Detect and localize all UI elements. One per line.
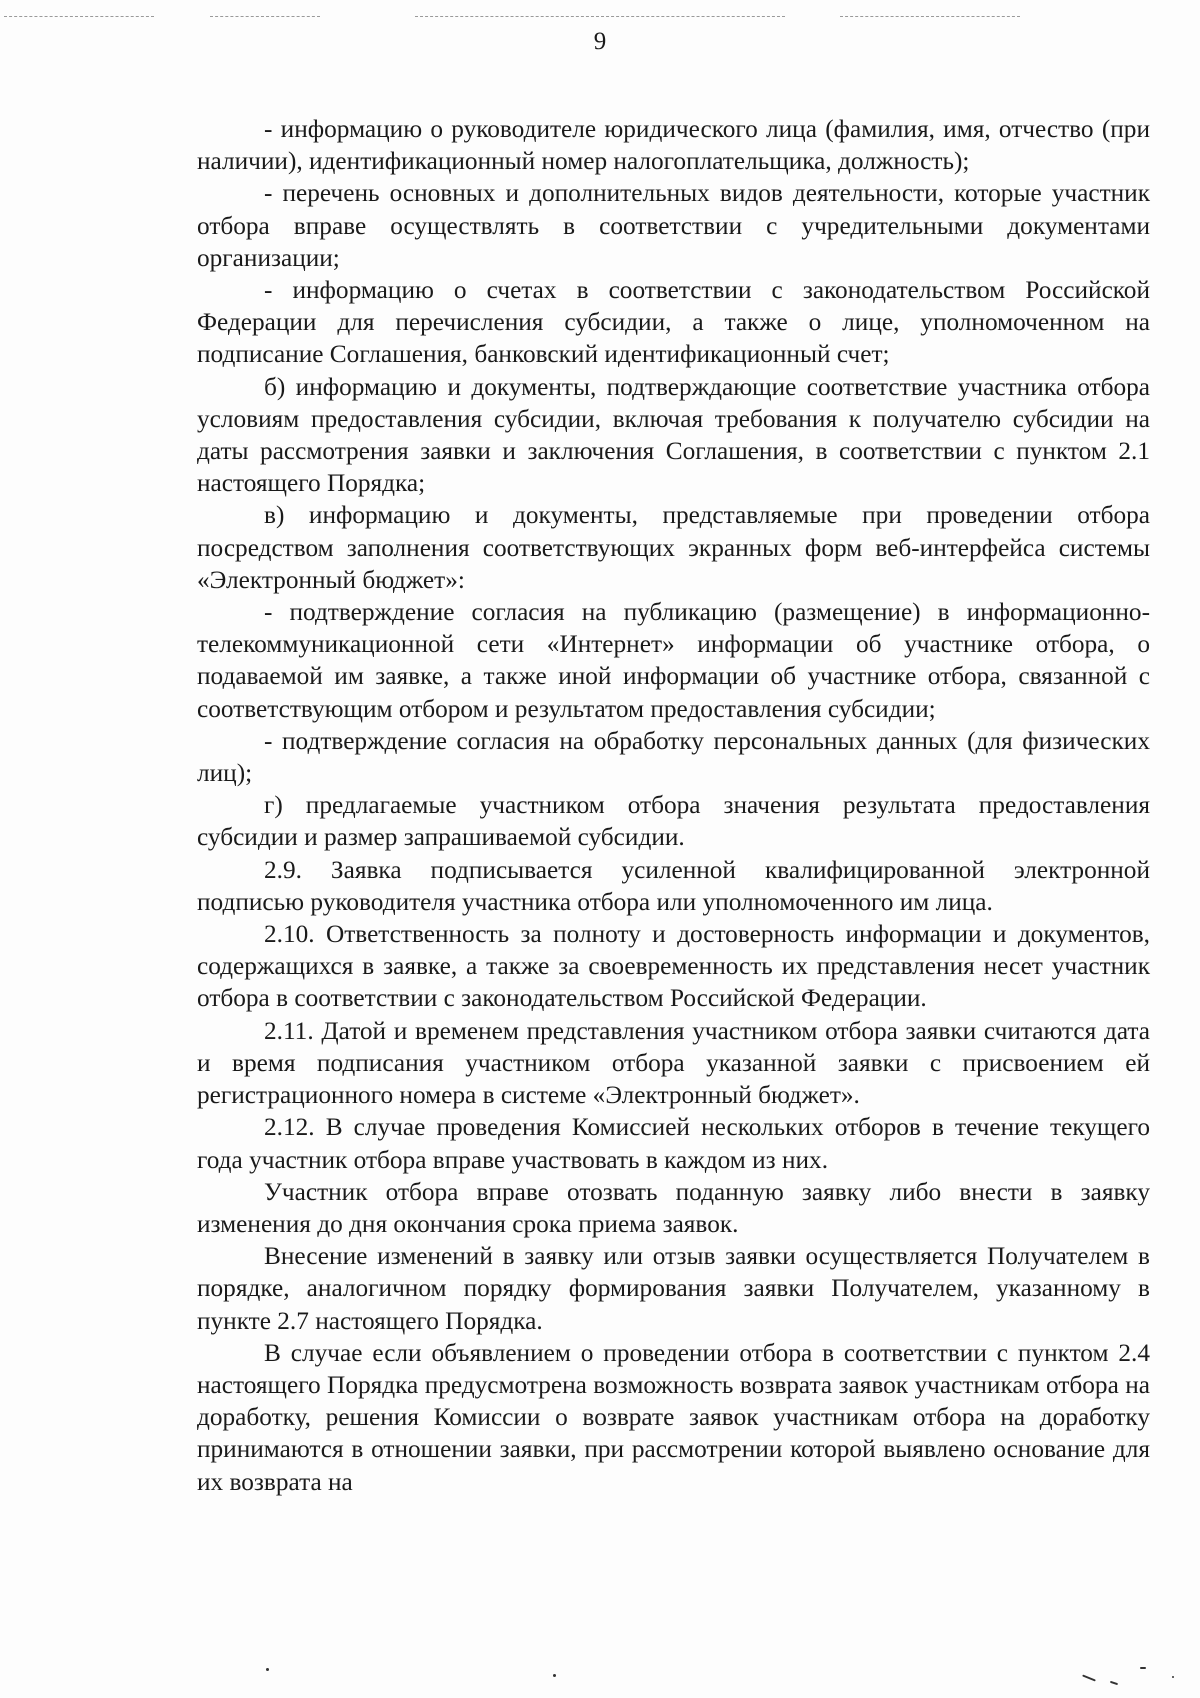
paragraph: 2.10. Ответственность за полноту и достоверность информации и документов, содержащихся в заявке, а также за своевременность их представления несет участник отбора в соответствии с законодательством Российской Федерации.: [197, 920, 1150, 1013]
document-body: [197, 113, 1150, 1498]
paragraph: 2.12. В случае проведения Комиссией нескольких отборов в течение текущего года участник отбора вправе участвовать в каждом из них.: [197, 1113, 1150, 1174]
paragraph: б) информацию и документы, подтверждающие соответствие участника отбора условиям предоставления субсидии, включая требования к получателю субсидии на даты рассмотрения заявки и заключения Соглашения, в соответствии с пунктом 2.1 настоящего Порядка;: [197, 372, 1150, 498]
scan-speck: [553, 1674, 556, 1677]
scan-artifact-line: [210, 16, 320, 17]
paragraph: В случае если объявлением о проведении отбора в соответствии с пунктом 2.4 настоящего Порядка предусмотрена возможность возврата заявок участникам отбора на доработку, решения Комиссии о возврате заявок участникам отбора на доработку принимаются в отношении заявки, при рассмотрении которой выявлено основание для их возврата на: [197, 1338, 1150, 1496]
scan-artifact-line: [4, 16, 154, 17]
paragraph: Внесение изменений в заявку или отзыв заявки осуществляется Получателем в порядке, аналогичном порядку формирования заявки Получателем, указанному в пункте 2.7 настоящего Порядка.: [197, 1242, 1150, 1335]
paragraph: - подтверждение согласия на обработку персональных данных (для физических лиц);: [197, 726, 1150, 788]
scan-speck: [1082, 1674, 1096, 1681]
page-number: 9: [593, 28, 607, 55]
paragraph: - информацию о руководителе юридического лица (фамилия, имя, отчество (при наличии), идентификационный номер налогоплательщика, должность);: [197, 115, 1150, 176]
paragraph: 2.11. Датой и временем представления участником отбора заявки считаются дата и время подписания участником отбора указанной заявки с присвоением ей регистрационного номера в системе «Электронный бюджет».: [197, 1016, 1150, 1110]
scan-speck: [1110, 1681, 1118, 1685]
scan-speck: [1140, 1667, 1146, 1669]
paragraph: - подтверждение согласия на публикацию (размещение) в информационно-телекоммуникационной сети «Интернет» информации об участнике отбора, о подаваемой им заявке, а также иной информации об участнике отбора, связанной с соответствующим отбором и результатом предоставления субсидии;: [197, 598, 1150, 723]
paragraph: Участник отбора вправе отозвать поданную заявку либо внести в заявку изменения до дня окончания срока приема заявок.: [197, 1177, 1150, 1238]
scan-speck: [1172, 1676, 1174, 1678]
paragraph: г) предлагаемые участником отбора значения результата предоставления субсидии и размер запрашиваемой субсидии.: [197, 791, 1150, 852]
paragraph: 2.9. Заявка подписывается усиленной квалифицированной электронной подписью руководителя участника отбора или уполномоченного им лица.: [197, 855, 1150, 916]
paragraph: в) информацию и документы, представляемые при проведении отбора посредством заполнения соответствующих экранных форм веб-интерфейса системы «Электронный бюджет»:: [197, 501, 1150, 594]
paragraph: - информацию о счетах в соответствии с законодательством Российской Федерации для перечисления субсидии, а также о лице, уполномоченном на подписание Соглашения, банковский идентификационный счет;: [197, 276, 1150, 369]
scan-speck: [266, 1668, 269, 1671]
scan-artifact-line: [415, 16, 785, 17]
paragraph: - перечень основных и дополнительных видов деятельности, которые участник отбора вправе осуществлять в соответствии с учредительными документами организации;: [197, 179, 1150, 272]
scan-artifact-line: [840, 16, 1020, 17]
